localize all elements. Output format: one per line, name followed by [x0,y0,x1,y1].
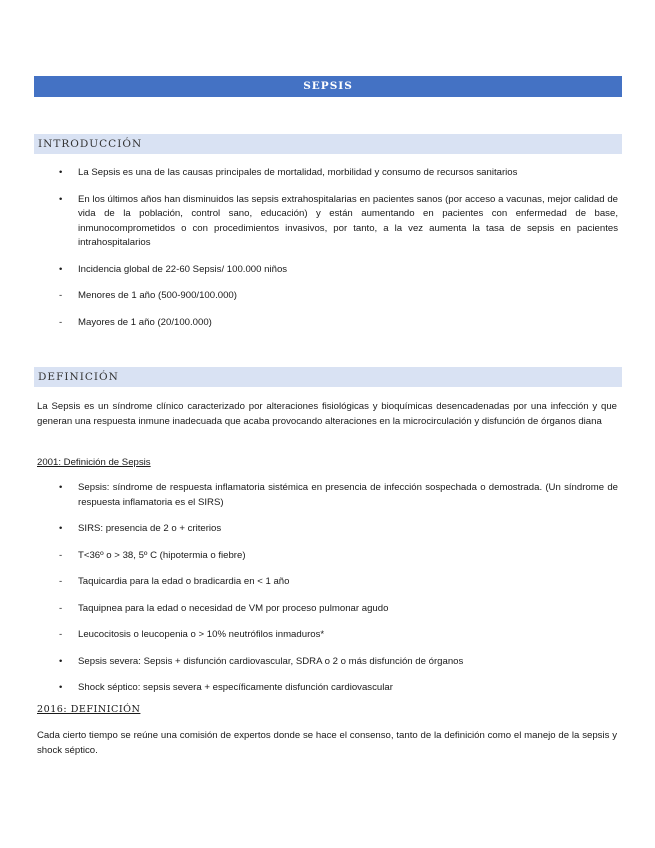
list-item: • En los últimos años han disminuidos las sepsis extrahospitalarias en pacientes sanos (por acceso a vacunas, mejor calidad de vida de la población, control sano, educación) y están aumentando en pacientes con enfermedad de base, inmunocomprometidos o con procedimientos invasivos, por tanto, a la vez aumenta la tasa de sepsis en pacientes intrahospitalarios [58,193,618,251]
list-item: • Incidencia global de 22-60 Sepsis/ 100.000 niños [58,263,618,278]
list-item: • Sepsis: síndrome de respuesta inflamatoria sistémica en presencia de infección sospechada o demostrada. (Un síndrome de respuesta inflamatoria es el SIRS) [58,481,618,510]
definicion-2016-paragraph: Cada cierto tiempo se reúne una comisión de expertos donde se hace el consenso, tanto de la definición como el manejo de la sepsis y shock séptico. [37,730,617,756]
introduccion-list [58,166,618,342]
section-heading-introduccion: INTRODUCCIÓN [34,134,622,154]
list-item: - T<36º o > 38, 5º C (hipotermia o fiebre) [58,549,618,564]
definicion-list [58,481,618,708]
list-item: • Sepsis severa: Sepsis + disfunción cardiovascular, SDRA o 2 o más disfunción de órganos [58,655,618,670]
list-item: • SIRS: presencia de 2 o + criterios [58,522,618,537]
list-item: - Taquipnea para la edad o necesidad de VM por proceso pulmonar agudo [58,602,618,617]
definicion-paragraph: La Sepsis es un síndrome clínico caracterizado por alteraciones fisiológicas y bioquímicas desencadenadas por una infección y que generan una respuesta inmune inadecuada que acaba provocando alteraciones en la microcirculación y disfunción de órganos diana [37,401,617,427]
section-heading-definicion: DEFINICIÓN [34,367,622,387]
list-item: • La Sepsis es una de las causas principales de mortalidad, morbilidad y consumo de recursos sanitarios [58,166,618,181]
subheading-2016: 2016: DEFINICIÓN [37,704,141,715]
list-item: • Shock séptico: sepsis severa + específicamente disfunción cardiovascular [58,681,618,696]
document-title: SEPSIS [34,76,622,97]
list-item: - Mayores de 1 año (20/100.000) [58,316,618,331]
list-item: - Leucocitosis o leucopenia o > 10% neutrófilos inmaduros* [58,628,618,643]
list-item: - Taquicardia para la edad o bradicardia en < 1 año [58,575,618,590]
list-item: - Menores de 1 año (500-900/100.000) [58,289,618,304]
subheading-2001: 2001: Definición de Sepsis [37,457,151,468]
